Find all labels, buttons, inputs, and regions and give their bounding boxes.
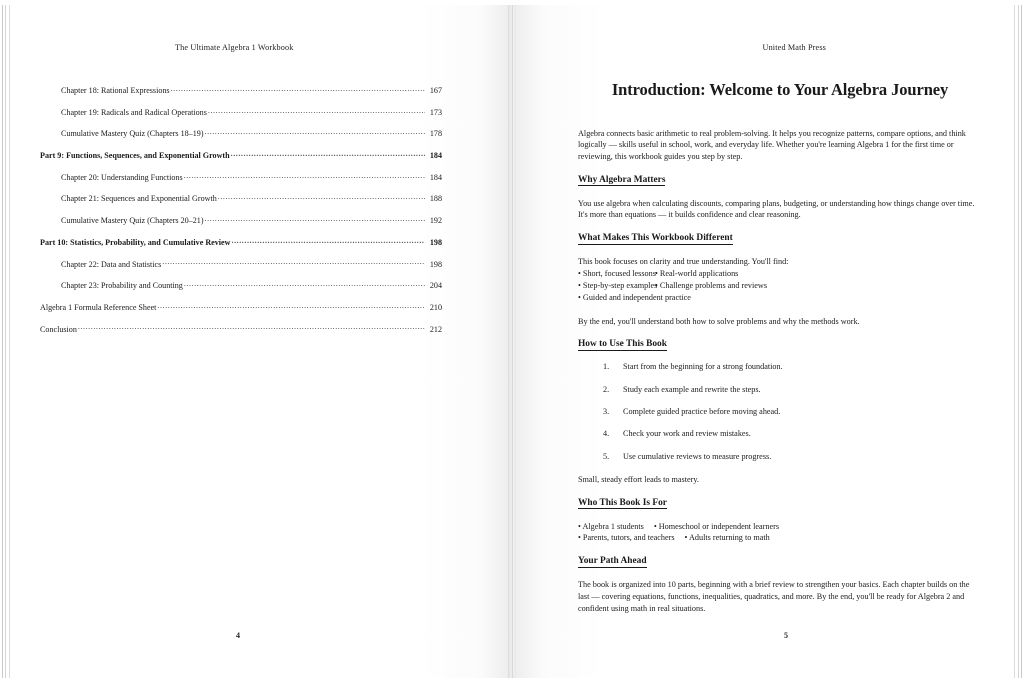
toc-entry-page-number: 204 bbox=[429, 281, 442, 291]
toc-leader-dots bbox=[162, 259, 425, 267]
bullet-item: • Adults returning to math bbox=[684, 533, 770, 543]
toc-entry-label: Chapter 21: Sequences and Exponential Growth bbox=[61, 194, 217, 204]
bullet-item: • Guided and independent practice bbox=[578, 292, 691, 302]
bullet-item: • Challenge problems and reviews bbox=[655, 280, 768, 290]
toc-entry[interactable] bbox=[40, 259, 442, 269]
toc-leader-dots bbox=[184, 280, 425, 288]
section-heading-how-to-use bbox=[578, 339, 982, 349]
toc-entry-label: Chapter 22: Data and Statistics bbox=[61, 259, 162, 269]
toc-entry-page-number: 188 bbox=[429, 194, 442, 204]
who-for-bullets bbox=[578, 521, 982, 545]
toc-entry[interactable] bbox=[40, 324, 442, 334]
bullet-row bbox=[578, 292, 982, 304]
bullet-item: • Homeschool or independent learners bbox=[653, 521, 780, 531]
how-to-use-step bbox=[578, 452, 982, 462]
page-number-right: 5 bbox=[784, 631, 788, 640]
section-who-this-book-is-for bbox=[578, 498, 982, 545]
section-how-to-use bbox=[578, 339, 982, 485]
different-closing: By the end, you'll understand both how to solve problems and why the methods work. bbox=[578, 316, 860, 326]
section-heading-who-for bbox=[578, 498, 982, 508]
section-heading-path-ahead bbox=[578, 556, 982, 566]
toc-entry-label: Chapter 19: Radicals and Radical Operations bbox=[61, 107, 207, 117]
section-heading-different bbox=[578, 233, 982, 243]
section-heading-how-to-use-text: How to Use This Book bbox=[578, 339, 667, 350]
step-text: Complete guided practice before moving ahead. bbox=[623, 406, 781, 416]
toc-entry-label: Chapter 18: Rational Expressions bbox=[61, 86, 170, 95]
toc-leader-dots bbox=[205, 215, 425, 223]
toc-leader-dots bbox=[157, 302, 425, 310]
toc-entry-page-number: 178 bbox=[429, 129, 442, 139]
how-to-use-closing: Small, steady effort leads to mastery. bbox=[578, 474, 699, 484]
bullet-item: • Real-world applications bbox=[655, 268, 739, 278]
how-to-use-step bbox=[578, 429, 982, 439]
how-to-use-steps bbox=[578, 362, 982, 461]
toc-entry-page-number: 192 bbox=[429, 216, 442, 226]
step-text: Study each example and rewrite the steps. bbox=[623, 384, 761, 394]
toc-entry-label: Cumulative Mastery Quiz (Chapters 20–21) bbox=[61, 216, 204, 226]
bullet-row bbox=[578, 532, 982, 544]
running-header-left: The Ultimate Algebra 1 Workbook bbox=[175, 43, 294, 52]
path-ahead-paragraph: The book is organized into 10 parts, beginning with a brief review to strengthen your basics. Each chapter builds on the last — covering equations, functions, inequalities, quadratics, and more. By the end, you'll be ready for Algebra 2 and confident using math in real situations. bbox=[578, 580, 970, 613]
toc-entry-page-number: 184 bbox=[429, 172, 442, 182]
right-page bbox=[512, 0, 1024, 683]
how-to-use-step bbox=[578, 362, 982, 372]
bullet-item: • Short, focused lessons bbox=[578, 268, 656, 278]
toc-entry[interactable] bbox=[40, 107, 442, 117]
section-what-makes-different bbox=[578, 233, 982, 327]
toc-entry-page-number: 184 bbox=[429, 151, 442, 161]
toc-entry-page-number: 210 bbox=[429, 302, 442, 312]
step-number: 4. bbox=[603, 429, 610, 439]
toc-entry-label: Chapter 20: Understanding Functions bbox=[61, 172, 183, 182]
page-number-left: 4 bbox=[236, 631, 240, 640]
introduction-content bbox=[578, 80, 982, 626]
bullet-row bbox=[578, 280, 982, 292]
toc-leader-dots bbox=[184, 172, 425, 180]
toc-entry-label: Cumulative Mastery Quiz (Chapters 18–19) bbox=[61, 129, 204, 139]
toc-leader-dots bbox=[205, 128, 425, 136]
toc-entry-page-number: 198 bbox=[429, 237, 442, 247]
toc-entry[interactable] bbox=[40, 150, 442, 160]
toc-leader-dots bbox=[171, 85, 425, 93]
different-bullets bbox=[578, 256, 982, 304]
toc-entry[interactable] bbox=[40, 215, 442, 225]
toc-entry-label: Chapter 23: Probability and Counting bbox=[61, 281, 183, 291]
toc-entry[interactable] bbox=[40, 193, 442, 203]
section-your-path-ahead bbox=[578, 556, 982, 614]
table-of-contents bbox=[40, 85, 442, 345]
toc-entry[interactable] bbox=[40, 280, 442, 290]
toc-leader-dots bbox=[208, 107, 425, 115]
bullet-item: • Step-by-step examples bbox=[578, 280, 658, 290]
section-heading-who-for-text: Who This Book Is For bbox=[578, 497, 667, 508]
step-text: Start from the beginning for a strong foundation. bbox=[623, 362, 783, 372]
how-to-use-step bbox=[578, 385, 982, 395]
how-to-use-step bbox=[578, 407, 982, 417]
bullet-row bbox=[578, 521, 982, 533]
intro-paragraph: Algebra connects basic arithmetic to real problem-solving. It helps you recognize patterns, compare options, and think logically — skills useful in school, work, and everyday life. Whether you're learning Algebra 1 for the first time or reviewing, this workbook guides you step by step. bbox=[578, 128, 966, 162]
toc-entry-label: Part 10: Statistics, Probability, and Cumulative Review bbox=[40, 237, 231, 247]
toc-entry-label: Part 9: Functions, Sequences, and Exponential Growth bbox=[40, 151, 230, 161]
running-header-right: United Math Press bbox=[762, 43, 826, 52]
step-text: Check your work and review mistakes. bbox=[623, 429, 751, 439]
section-why-algebra-matters bbox=[578, 175, 982, 221]
step-text: Use cumulative reviews to measure progress. bbox=[623, 451, 772, 461]
toc-entry-page-number: 167 bbox=[429, 86, 442, 95]
bullet-item: • Parents, tutors, and teachers bbox=[578, 533, 675, 543]
toc-entry[interactable] bbox=[40, 128, 442, 138]
toc-entry-page-number: 212 bbox=[429, 324, 442, 334]
toc-entry[interactable] bbox=[40, 172, 442, 182]
section-why-paragraph: You use algebra when calculating discounts, comparing plans, budgeting, or understanding how things change over time. It's more than equations — it builds confidence and clear reasoning. bbox=[578, 198, 975, 220]
toc-entry[interactable] bbox=[40, 302, 442, 312]
toc-leader-dots bbox=[78, 324, 425, 332]
toc-entry[interactable] bbox=[40, 237, 442, 247]
toc-entry-label: Conclusion bbox=[40, 324, 77, 334]
section-heading-different-text: What Makes This Workbook Different bbox=[578, 233, 733, 243]
step-number: 3. bbox=[603, 406, 610, 416]
bullet-row bbox=[578, 268, 982, 280]
section-heading-why-text: Why Algebra Matters bbox=[578, 174, 666, 185]
bullet-item: • Algebra 1 students bbox=[578, 521, 644, 531]
toc-leader-dots bbox=[218, 193, 425, 201]
toc-entry-label: Algebra 1 Formula Reference Sheet bbox=[40, 302, 157, 312]
toc-entry[interactable] bbox=[40, 85, 442, 95]
toc-leader-dots bbox=[232, 237, 426, 245]
step-number: 1. bbox=[603, 362, 610, 372]
toc-leader-dots bbox=[231, 150, 425, 158]
step-number: 5. bbox=[603, 451, 610, 461]
toc-entry-page-number: 198 bbox=[429, 259, 442, 269]
page-title: Introduction: Welcome to Your Algebra Journey bbox=[611, 80, 949, 99]
different-lead: This book focuses on clarity and true understanding. You'll find: bbox=[578, 257, 789, 266]
section-heading-why bbox=[578, 175, 982, 185]
section-heading-path-ahead-text: Your Path Ahead bbox=[578, 556, 647, 567]
step-number: 2. bbox=[603, 384, 610, 394]
toc-entry-page-number: 173 bbox=[429, 107, 442, 117]
